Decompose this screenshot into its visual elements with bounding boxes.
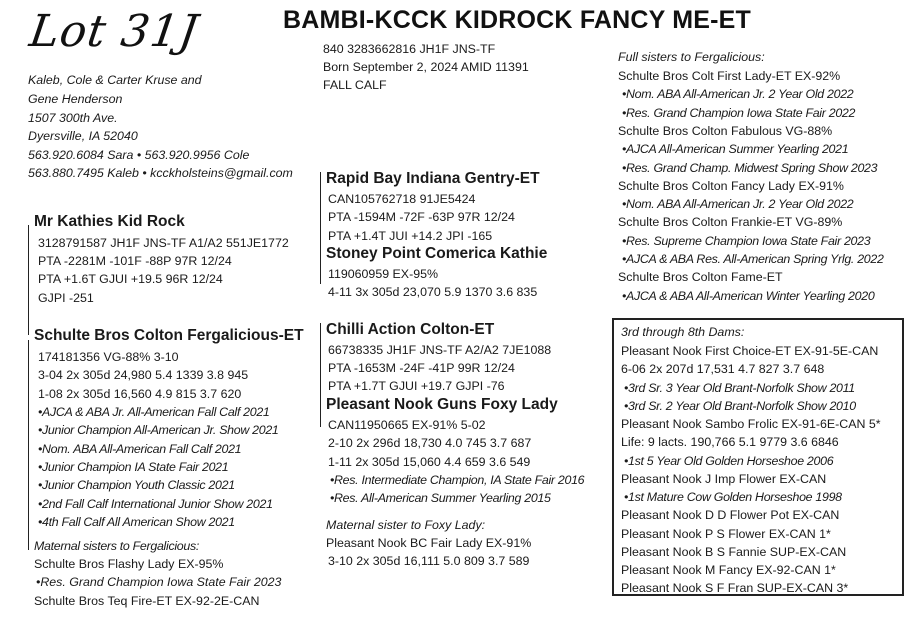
dam-sisters-heading: Maternal sisters to Fergalicious: bbox=[34, 539, 200, 553]
dam-box-line: Pleasant Nook Sambo Frolic EX-91-6E-CAN 5* bbox=[621, 417, 881, 431]
dam-sire-name: Chilli Action Colton-ET bbox=[326, 321, 495, 338]
dam-box-line: Pleasant Nook P S Flower EX-CAN 1* bbox=[621, 526, 831, 541]
sire-line: 3128791587 JH1F JNS-TF A1/A2 551JE1772 bbox=[38, 236, 289, 250]
full-sisters-heading: Full sisters to Fergalicious: bbox=[618, 50, 765, 64]
sire-sire-name: Rapid Bay Indiana Gentry-ET bbox=[326, 170, 540, 187]
lot-number: Lot 31J bbox=[26, 6, 202, 57]
dam-honor: •AJCA & ABA Jr. All-American Fall Calf 2021 bbox=[38, 405, 270, 419]
dam-sire-line: 66738335 JH1F JNS-TF A2/A2 7JE1088 bbox=[328, 343, 552, 357]
dam-box-line: Life: 9 lacts. 190,766 5.1 9779 3.6 6846 bbox=[621, 435, 839, 450]
dam-honor: •Nom. ABA All-American Fall Calf 2021 bbox=[38, 442, 242, 456]
full-sister-honor: •AJCA & ABA All-American Winter Yearling 2020 bbox=[622, 288, 875, 303]
dam-honor: •Junior Champion Youth Classic 2021 bbox=[38, 478, 235, 492]
owner-city: Dyersville, IA 52040 bbox=[28, 129, 138, 143]
animal-title: BAMBI-KCCK KIDROCK FANCY ME-ET bbox=[283, 6, 752, 34]
dam-dam-line: CAN11950665 EX-91% 5-02 bbox=[328, 418, 486, 432]
dam-box-line: Pleasant Nook B S Fannie SUP-EX-CAN bbox=[621, 544, 847, 559]
animal-class: FALL CALF bbox=[323, 78, 387, 92]
dam-dam-honor: •Res. All-American Summer Yearling 2015 bbox=[330, 491, 551, 505]
sire-sire-line: PTA +1.4T JUI +14.2 JPI -165 bbox=[328, 229, 493, 243]
dam-dam-record: 1-11 2x 305d 15,060 4.4 659 3.6 549 bbox=[328, 455, 531, 469]
sire-dam-record: 4-11 3x 305d 23,070 5.9 1370 3.6 835 bbox=[328, 285, 538, 299]
full-sister-honor: •Res. Grand Champion Iowa State Fair 2022 bbox=[622, 105, 856, 120]
dam-record: 3-04 2x 305d 24,980 5.4 1339 3.8 945 bbox=[38, 368, 249, 382]
full-sister-name: Schulte Bros Colton Fabulous VG-88% bbox=[618, 123, 833, 138]
dam-dam-honor: •Res. Intermediate Champion, IA State Fair 2016 bbox=[330, 473, 585, 487]
full-sister-honor: •Nom. ABA All-American Jr. 2 Year Old 2022 bbox=[622, 197, 854, 212]
full-sister-honor: •Nom. ABA All-American Jr. 2 Year Old 2022 bbox=[622, 87, 854, 102]
dam-name: Schulte Bros Colton Fergalicious-ET bbox=[34, 327, 304, 344]
dam-box-honor: •1st 5 Year Old Golden Horseshoe 2006 bbox=[624, 453, 834, 468]
dam-sister-honor: •Res. Grand Champion Iowa State Fair 2023 bbox=[36, 575, 282, 589]
owner-contact: 563.880.7495 Kaleb • kcckholsteins@gmail.com bbox=[28, 166, 293, 180]
dam-honor: •Junior Champion All-American Jr. Show 2021 bbox=[38, 423, 279, 437]
dam-box-line: Pleasant Nook J Imp Flower EX-CAN bbox=[621, 471, 827, 486]
dam-line: 174181356 VG-88% 3-10 bbox=[38, 350, 179, 364]
pedigree-line bbox=[320, 172, 321, 284]
dam-box-line: Pleasant Nook First Choice-ET EX-91-5E-CAN bbox=[621, 344, 879, 358]
sire-sire-line: CAN105762718 91JE5424 bbox=[328, 192, 476, 206]
dam-box-line: Pleasant Nook S F Fran SUP-EX-CAN 3* bbox=[621, 581, 849, 596]
dam-box-line: 6-06 2x 207d 17,531 4.7 827 3.7 648 bbox=[621, 362, 825, 377]
foxy-sister-name: Pleasant Nook BC Fair Lady EX-91% bbox=[326, 536, 532, 550]
dam-sister: Schulte Bros Flashy Lady EX-95% bbox=[34, 557, 224, 571]
foxy-sister-record: 3-10 2x 305d 16,111 5.0 809 3.7 589 bbox=[328, 554, 530, 568]
dam-honor: •Junior Champion IA State Fair 2021 bbox=[38, 460, 229, 474]
full-sister-honor: •Res. Supreme Champion Iowa State Fair 2023 bbox=[622, 233, 871, 248]
full-sister-honor: •AJCA & ABA Res. All-American Spring Yrlg. 2022 bbox=[622, 252, 884, 266]
dam-box-honor: •3rd Sr. 3 Year Old Brant-Norfolk Show 2011 bbox=[624, 380, 855, 395]
full-sister-name: Schulte Bros Colt First Lady-ET EX-92% bbox=[618, 69, 841, 83]
dam-sire-line: PTA -1653M -24F -41P 99R 12/24 bbox=[328, 361, 515, 375]
owner-line: Gene Henderson bbox=[28, 92, 123, 106]
animal-birth: Born September 2, 2024 AMID 11391 bbox=[323, 60, 529, 74]
owner-line: Kaleb, Cole & Carter Kruse and bbox=[28, 73, 202, 87]
owner-address: 1507 300th Ave. bbox=[28, 111, 118, 125]
full-sister-honor: •Res. Grand Champ. Midwest Spring Show 2023 bbox=[622, 160, 878, 175]
dam-dam-name: Pleasant Nook Guns Foxy Lady bbox=[326, 396, 558, 413]
dam-box-honor: •3rd Sr. 2 Year Old Brant-Norfolk Show 2010 bbox=[624, 398, 856, 413]
dams-box-heading: 3rd through 8th Dams: bbox=[621, 325, 745, 339]
dam-box-line: Pleasant Nook M Fancy EX-92-CAN 1* bbox=[621, 563, 836, 577]
dam-honor: •4th Fall Calf All American Show 2021 bbox=[38, 515, 235, 529]
sire-name: Mr Kathies Kid Rock bbox=[34, 213, 185, 230]
dam-sister: Schulte Bros Teq Fire-ET EX-92-2E-CAN bbox=[34, 594, 260, 608]
pedigree-line bbox=[28, 340, 29, 550]
full-sister-honor: •AJCA All-American Summer Yearling 2021 bbox=[622, 142, 849, 157]
dam-box-line: Pleasant Nook D D Flower Pot EX-CAN bbox=[621, 508, 840, 523]
owner-phone: 563.920.6084 Sara • 563.920.9956 Cole bbox=[28, 148, 250, 162]
dam-record: 1-08 2x 305d 16,560 4.9 815 3.7 620 bbox=[38, 387, 242, 401]
full-sister-name: Schulte Bros Colton Fancy Lady EX-91% bbox=[618, 178, 844, 193]
dam-box-honor: •1st Mature Cow Golden Horseshoe 1998 bbox=[624, 490, 842, 504]
sire-line: PTA +1.6T GJUI +19.5 96R 12/24 bbox=[38, 272, 223, 286]
pedigree-line bbox=[320, 323, 321, 427]
dam-dam-record: 2-10 2x 296d 18,730 4.0 745 3.7 687 bbox=[328, 436, 532, 450]
pedigree-line bbox=[28, 225, 29, 335]
dam-honor: •2nd Fall Calf International Junior Show 2021 bbox=[38, 497, 273, 511]
full-sister-name: Schulte Bros Colton Fame-ET bbox=[618, 270, 783, 285]
sire-dam-name: Stoney Point Comerica Kathie bbox=[326, 245, 548, 262]
sire-sire-line: PTA -1594M -72F -63P 97R 12/24 bbox=[328, 210, 515, 224]
sire-line: PTA -2281M -101F -88P 97R 12/24 bbox=[38, 254, 232, 268]
sire-dam-line: 119060959 EX-95% bbox=[328, 267, 438, 281]
animal-registration: 840 3283662816 JH1F JNS-TF bbox=[323, 42, 496, 56]
dam-sire-line: PTA +1.7T GJUI +19.7 GJPI -76 bbox=[328, 379, 505, 393]
foxy-sister-heading: Maternal sister to Foxy Lady: bbox=[326, 518, 486, 532]
sire-line: GJPI -251 bbox=[38, 291, 94, 305]
full-sister-name: Schulte Bros Colton Frankie-ET VG-89% bbox=[618, 215, 843, 230]
